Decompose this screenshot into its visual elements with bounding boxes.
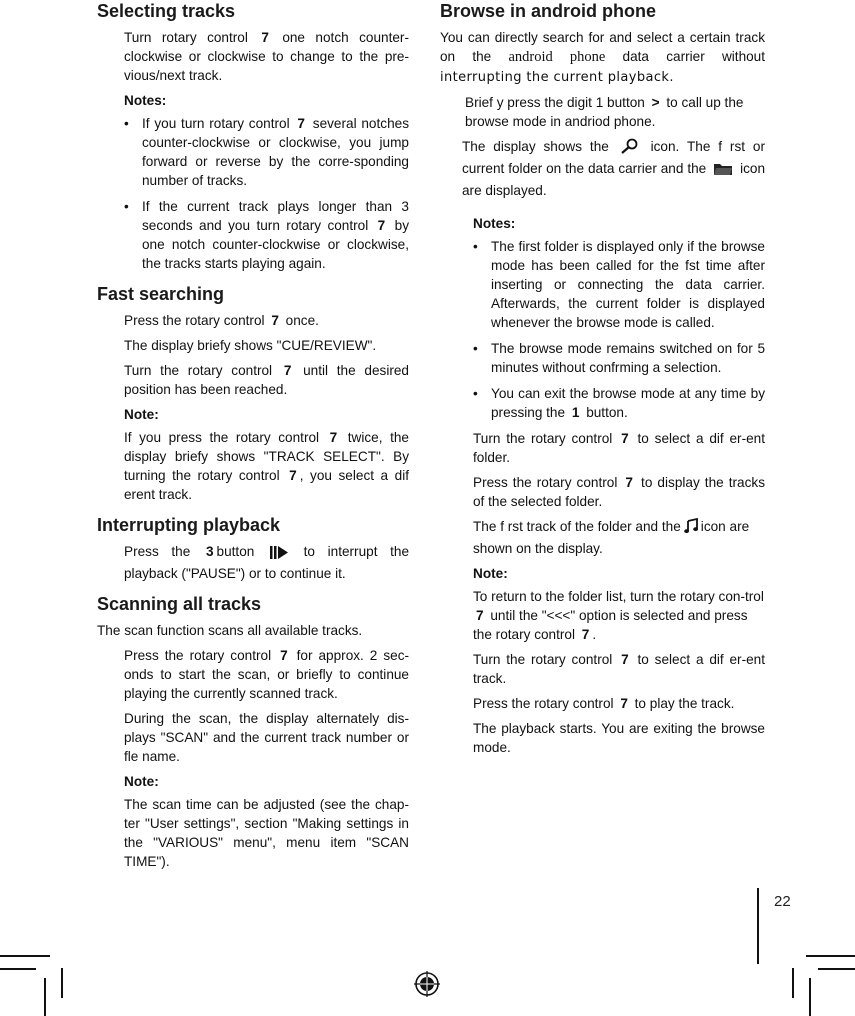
text: To return to the folder list, turn the rotary con-trol bbox=[473, 589, 764, 604]
registration-target-icon bbox=[414, 971, 440, 1002]
notes-list bbox=[124, 114, 409, 273]
key-symbol: 7 bbox=[621, 652, 629, 667]
paragraph bbox=[473, 473, 765, 511]
paragraph bbox=[462, 137, 765, 200]
section-fast-searching bbox=[97, 283, 409, 504]
text: to display the tracks of the selected folder. bbox=[473, 475, 766, 509]
crop-mark bbox=[0, 968, 36, 970]
key-symbol: 7 bbox=[620, 696, 628, 711]
magnifier-icon bbox=[620, 138, 640, 159]
heading-fast-searching: Fast searching bbox=[97, 284, 225, 304]
text: Press the rotary control bbox=[473, 696, 614, 711]
text: for approx. 2 sec-onds to start the scan, or briefly to continue playing the currently scanned track. bbox=[124, 648, 410, 701]
text: to select a dif er-ent track. bbox=[473, 652, 765, 686]
text: Press the rotary control bbox=[124, 313, 265, 328]
text: You can exit the browse mode at any time by pressing the bbox=[491, 386, 765, 420]
text: , you select a dif erent track. bbox=[124, 468, 410, 502]
list-item: • The first folder is displayed only if the browse mode has been called for the fst time after inserting or connecting the data carrier. Afterwards, the current folder is displayed whenever the browse mode is called. bbox=[473, 237, 765, 332]
text: icon are displayed. bbox=[462, 161, 766, 198]
paragraph bbox=[124, 361, 409, 399]
key-symbol: 3 bbox=[205, 544, 214, 559]
key-symbol: 1 bbox=[571, 405, 580, 420]
paragraph bbox=[473, 650, 765, 688]
text: If the current track plays longer than 3 seconds and you turn rotary control bbox=[142, 199, 409, 233]
right-column bbox=[440, 0, 765, 763]
text: Turn the rotary control bbox=[124, 363, 273, 378]
note-label: Note: bbox=[124, 774, 159, 789]
heading-interrupting-playback: Interrupting playback bbox=[97, 515, 281, 535]
paragraph bbox=[124, 428, 409, 504]
text: twice, the display briefy shows "TRACK SELECT". By turning the rotary control bbox=[124, 430, 409, 483]
paragraph bbox=[124, 311, 409, 330]
text: If you press the rotary control bbox=[124, 430, 320, 445]
heading-scanning-all-tracks: Scanning all tracks bbox=[97, 594, 262, 614]
text: once. bbox=[285, 313, 319, 328]
notes-label: Notes: bbox=[473, 216, 516, 231]
text: several notches counter-clockwise or clockwise, you jump forward or reverse by the corre-sponding number of tracks. bbox=[142, 116, 409, 188]
list-item bbox=[124, 197, 409, 273]
paragraph bbox=[473, 517, 765, 558]
paragraph bbox=[124, 646, 409, 703]
text: button bbox=[216, 544, 255, 559]
text: You can directly search for and select a certain track on the bbox=[440, 30, 765, 64]
text: Turn the rotary control bbox=[473, 652, 613, 667]
key-symbol: 7 bbox=[621, 431, 629, 446]
heading-selecting-tracks: Selecting tracks bbox=[97, 1, 236, 21]
paragraph: The display briefy shows "CUE/REVIEW". bbox=[124, 338, 377, 353]
key-symbol: 7 bbox=[261, 30, 269, 45]
key-symbol: 7 bbox=[625, 475, 633, 490]
list-item bbox=[473, 384, 765, 422]
section-selecting-tracks bbox=[97, 0, 409, 273]
text: button. bbox=[586, 405, 628, 420]
text: The display shows the bbox=[462, 139, 609, 154]
page-number: 22 bbox=[774, 893, 791, 910]
crop-mark bbox=[792, 968, 794, 998]
crop-mark bbox=[61, 968, 63, 998]
text: one notch counter-clockwise or clockwise to change to the pre-vious/next track. bbox=[124, 30, 409, 83]
section-scanning-all-tracks bbox=[97, 593, 409, 871]
paragraph bbox=[124, 542, 409, 583]
text: to play the track. bbox=[634, 696, 735, 711]
text: Turn the rotary control bbox=[473, 431, 613, 446]
key-symbol: 7 bbox=[297, 116, 305, 131]
text: Press the bbox=[124, 544, 191, 559]
left-column bbox=[97, 0, 409, 877]
key-symbol: 7 bbox=[581, 627, 590, 642]
key-symbol: 7 bbox=[280, 648, 288, 663]
section-interrupting-playback bbox=[97, 514, 409, 583]
text: If you turn rotary control bbox=[142, 116, 290, 131]
text: to call up the browse mode in andriod phone. bbox=[465, 95, 744, 129]
paragraph bbox=[440, 28, 765, 87]
paragraph bbox=[473, 587, 765, 644]
text: to select a dif er-ent folder. bbox=[473, 431, 765, 465]
text: until the desired position has been reached. bbox=[124, 363, 409, 397]
crop-mark bbox=[809, 978, 811, 1016]
text: Press the rotary control bbox=[473, 475, 618, 490]
paragraph: The scan function scans all available tracks. bbox=[97, 623, 363, 638]
key-symbol: 7 bbox=[329, 430, 338, 445]
paragraph: The playback starts. You are exiting the browse mode. bbox=[473, 721, 765, 755]
paragraph bbox=[465, 93, 765, 131]
text: until the "<<<" option is selected and press the rotary control bbox=[473, 608, 748, 642]
text: . bbox=[592, 627, 597, 642]
key-symbol: > bbox=[651, 95, 660, 110]
key-symbol: 7 bbox=[377, 218, 386, 233]
note-label: Note: bbox=[124, 407, 159, 422]
paragraph: The scan time can be adjusted (see the chap-ter "User settings", section "Making settings in the "VARIOUS" menu", menu item "SCAN TIME"). bbox=[124, 797, 409, 869]
play-pause-icon bbox=[270, 545, 288, 564]
margin-rule bbox=[757, 888, 759, 964]
music-note-icon bbox=[684, 518, 698, 539]
list-item: • The browse mode remains switched on for 5 minutes without confrming a selection. bbox=[473, 339, 765, 377]
crop-mark bbox=[44, 978, 46, 1016]
notes-list bbox=[473, 237, 765, 422]
text: android phone bbox=[508, 49, 606, 65]
text: icon. The f rst or current folder on the data carrier and the bbox=[462, 139, 766, 176]
text: icon are shown on the display. bbox=[473, 519, 750, 556]
crop-mark bbox=[0, 955, 50, 957]
paragraph bbox=[124, 28, 409, 85]
paragraph: During the scan, the display alternately dis-plays "SCAN" and the current track number or fle name. bbox=[124, 711, 409, 764]
paragraph bbox=[473, 429, 765, 467]
text: The f rst track of the folder and the bbox=[473, 519, 681, 534]
text: Press the rotary control bbox=[124, 648, 272, 663]
heading-browse-android: Browse in android phone bbox=[440, 1, 657, 21]
list-item bbox=[124, 114, 409, 190]
note-label: Note: bbox=[473, 566, 508, 581]
text: to interrupt the playback ("PAUSE") or to continue it. bbox=[124, 544, 410, 581]
key-symbol: 7 bbox=[289, 468, 297, 483]
notes-label: Notes: bbox=[124, 93, 167, 108]
text: by one notch counter-clockwise or clockwise, the tracks starts playing again. bbox=[142, 218, 410, 271]
text: Turn rotary control bbox=[124, 30, 248, 45]
notes-block bbox=[473, 214, 765, 757]
crop-mark bbox=[818, 968, 855, 970]
key-symbol: 7 bbox=[476, 608, 484, 623]
folder-icon bbox=[713, 162, 733, 181]
text: interrupting the current playback. bbox=[440, 70, 674, 85]
key-symbol: 7 bbox=[271, 313, 279, 328]
crop-mark bbox=[806, 955, 855, 957]
paragraph bbox=[473, 694, 765, 713]
text: Brief y press the digit 1 button bbox=[465, 95, 645, 110]
text: data carrier without bbox=[622, 49, 766, 64]
key-symbol: 7 bbox=[283, 363, 292, 378]
